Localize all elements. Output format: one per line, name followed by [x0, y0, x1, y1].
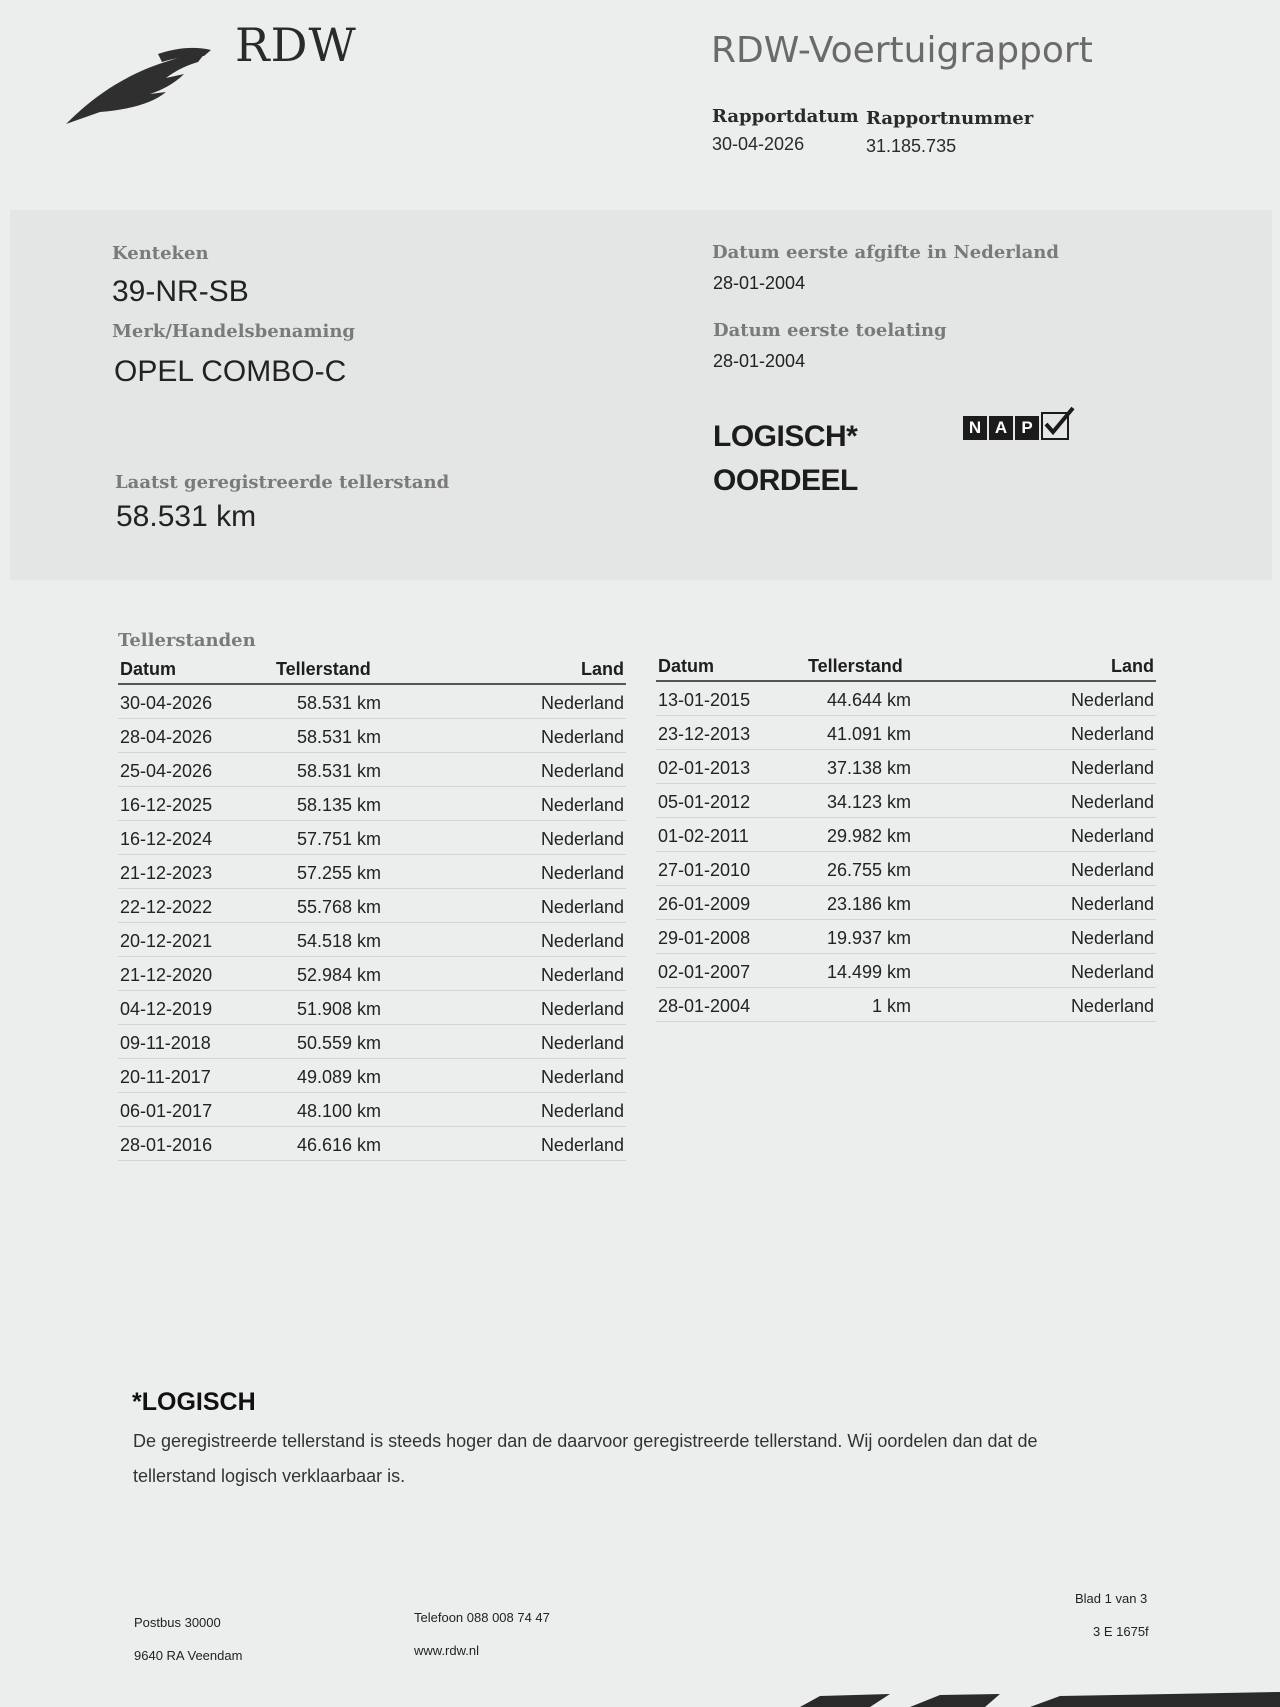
row-country: Nederland [540, 897, 624, 917]
report-number-label: Rapportnummer [866, 108, 1034, 129]
col-country: Land [1111, 656, 1154, 676]
first-issue-nl-date: 28-01-2004 [713, 273, 806, 293]
row-date: 04-12-2019 [120, 999, 213, 1019]
row-country: Nederland [540, 829, 624, 849]
odometer-section-title: Tellerstanden [118, 630, 256, 651]
row-date: 25-04-2026 [120, 761, 213, 781]
footer-web[interactable]: www.rdw.nl [414, 1643, 480, 1658]
footer-code: 3 E 1675f [1093, 1624, 1149, 1639]
row-reading: 58.531 km [296, 761, 381, 781]
row-country: Nederland [1070, 928, 1154, 948]
row-date: 26-01-2009 [658, 894, 751, 914]
row-date: 09-11-2018 [120, 1033, 211, 1053]
table-body [118, 685, 626, 1161]
row-date: 29-01-2008 [658, 928, 751, 948]
table-row [118, 889, 626, 923]
row-country: Nederland [540, 965, 624, 985]
row-reading: 37.138 km [826, 758, 911, 778]
last-odometer-value: 58.531 km [116, 500, 257, 533]
first-admission-date: 28-01-2004 [713, 351, 806, 371]
row-date: 02-01-2007 [658, 962, 751, 982]
row-country: Nederland [1070, 860, 1154, 880]
row-reading: 46.616 km [296, 1135, 381, 1155]
row-country: Nederland [1070, 724, 1154, 744]
row-reading: 57.751 km [296, 829, 381, 849]
table-row [118, 1025, 626, 1059]
odometer-table-right [656, 652, 1156, 1022]
table-row [656, 920, 1156, 954]
table-row [656, 954, 1156, 988]
row-country: Nederland [540, 863, 624, 883]
table-row [118, 821, 626, 855]
nap-letter-p: P [1015, 416, 1039, 440]
row-reading: 44.644 km [826, 690, 911, 710]
next-page-edge [800, 1690, 1280, 1707]
row-country: Nederland [540, 931, 624, 951]
row-reading: 58.531 km [296, 693, 381, 713]
table-row [656, 716, 1156, 750]
footnote-title: *LOGISCH [132, 1388, 256, 1416]
odometer-table-left [118, 655, 626, 1161]
footer-phone: Telefoon 088 008 74 47 [414, 1610, 550, 1625]
row-reading: 41.091 km [826, 724, 911, 744]
row-date: 02-01-2013 [658, 758, 751, 778]
row-reading: 34.123 km [826, 792, 911, 812]
footer-postbus: Postbus 30000 [134, 1615, 221, 1630]
nap-letter-n: N [963, 416, 987, 440]
table-row [656, 818, 1156, 852]
footer-city: 9640 RA Veendam [134, 1648, 243, 1663]
row-reading: 14.499 km [826, 962, 911, 982]
row-date: 16-12-2025 [120, 795, 213, 815]
row-country: Nederland [1070, 690, 1154, 710]
table-row [118, 855, 626, 889]
check-icon [1041, 412, 1069, 440]
row-reading: 54.518 km [296, 931, 381, 951]
row-reading: 48.100 km [296, 1101, 381, 1121]
row-reading: 57.255 km [296, 863, 381, 883]
first-admission-label: Datum eerste toelating [713, 320, 947, 341]
row-country: Nederland [540, 1135, 624, 1155]
table-row [118, 787, 626, 821]
footnote-text: De geregistreerde tellerstand is steeds hoger dan de daarvoor geregistreerde tellerstand. Wij oordelen dan dat de tellerstand logisch verklaarbaar is. [133, 1431, 1038, 1486]
report-number: 31.185.735 [866, 136, 957, 156]
row-reading: 51.908 km [296, 999, 381, 1019]
row-reading: 29.982 km [826, 826, 911, 846]
row-country: Nederland [1070, 894, 1154, 914]
row-date: 28-04-2026 [120, 727, 213, 747]
table-row [656, 750, 1156, 784]
row-country: Nederland [540, 727, 624, 747]
row-reading: 58.135 km [296, 795, 381, 815]
report-date-label: Rapportdatum [712, 106, 859, 127]
row-reading: 19.937 km [826, 928, 911, 948]
col-reading: Tellerstand [276, 659, 371, 679]
rdw-logo-icon [66, 44, 211, 126]
col-date: Datum [658, 656, 715, 676]
nap-badge [963, 412, 1069, 440]
license-plate: 39-NR-SB [112, 275, 249, 308]
row-date: 28-01-2004 [658, 996, 751, 1016]
table-row [656, 886, 1156, 920]
row-reading: 55.768 km [296, 897, 381, 917]
col-date: Datum [120, 659, 177, 679]
nap-letter-a: A [989, 416, 1013, 440]
row-reading: 23.186 km [826, 894, 911, 914]
row-date: 16-12-2024 [120, 829, 213, 849]
row-date: 21-12-2023 [120, 863, 213, 883]
row-date: 30-04-2026 [120, 693, 213, 713]
row-date: 22-12-2022 [120, 897, 213, 917]
row-country: Nederland [540, 999, 624, 1019]
table-row [656, 852, 1156, 886]
row-country: Nederland [540, 1033, 624, 1053]
table-body [656, 682, 1156, 1022]
table-row [118, 923, 626, 957]
table-row [118, 719, 626, 753]
report-title: RDW-Voertuigrapport [711, 30, 1093, 71]
first-issue-nl-label: Datum eerste afgifte in Nederland [712, 242, 1059, 263]
row-reading: 1 km [871, 996, 911, 1016]
verdict-line-2: OORDEEL [713, 464, 858, 497]
make-label: Merk/Handelsbenaming [112, 321, 356, 342]
verdict-line-1: LOGISCH* [713, 420, 858, 453]
footer-page-number: Blad 1 van 3 [1075, 1591, 1148, 1606]
table-header [656, 652, 1156, 682]
row-country: Nederland [1070, 792, 1154, 812]
row-country: Nederland [1070, 758, 1154, 778]
row-reading: 52.984 km [296, 965, 381, 985]
row-date: 23-12-2013 [658, 724, 751, 744]
row-country: Nederland [540, 1101, 624, 1121]
table-row [118, 957, 626, 991]
row-date: 28-01-2016 [120, 1135, 213, 1155]
row-reading: 58.531 km [296, 727, 381, 747]
row-country: Nederland [540, 761, 624, 781]
row-country: Nederland [540, 795, 624, 815]
row-reading: 26.755 km [826, 860, 911, 880]
plate-label: Kenteken [112, 243, 209, 264]
vehicle-make: OPEL COMBO-C [114, 355, 347, 388]
brand-name: RDW [235, 18, 357, 72]
row-country: Nederland [1070, 996, 1154, 1016]
row-date: 05-01-2012 [658, 792, 751, 812]
row-country: Nederland [540, 693, 624, 713]
table-row [656, 682, 1156, 716]
table-row [118, 1059, 626, 1093]
row-date: 20-12-2021 [120, 931, 213, 951]
table-header [118, 655, 626, 685]
row-date: 20-11-2017 [120, 1067, 211, 1087]
table-row [118, 1093, 626, 1127]
row-date: 27-01-2010 [658, 860, 751, 880]
row-date: 01-02-2011 [658, 826, 749, 846]
row-country: Nederland [1070, 826, 1154, 846]
row-country: Nederland [540, 1067, 624, 1087]
table-row [656, 988, 1156, 1022]
table-row [118, 685, 626, 719]
last-odometer-label: Laatst geregistreerde tellerstand [115, 472, 450, 493]
table-row [118, 753, 626, 787]
row-reading: 50.559 km [296, 1033, 381, 1053]
table-row [656, 784, 1156, 818]
table-row [118, 991, 626, 1025]
col-country: Land [581, 659, 624, 679]
table-row [118, 1127, 626, 1161]
row-date: 13-01-2015 [658, 690, 751, 710]
row-country: Nederland [1070, 962, 1154, 982]
row-date: 06-01-2017 [120, 1101, 213, 1121]
col-reading: Tellerstand [808, 656, 903, 676]
report-date: 30-04-2026 [712, 134, 805, 154]
row-reading: 49.089 km [296, 1067, 381, 1087]
row-date: 21-12-2020 [120, 965, 213, 985]
